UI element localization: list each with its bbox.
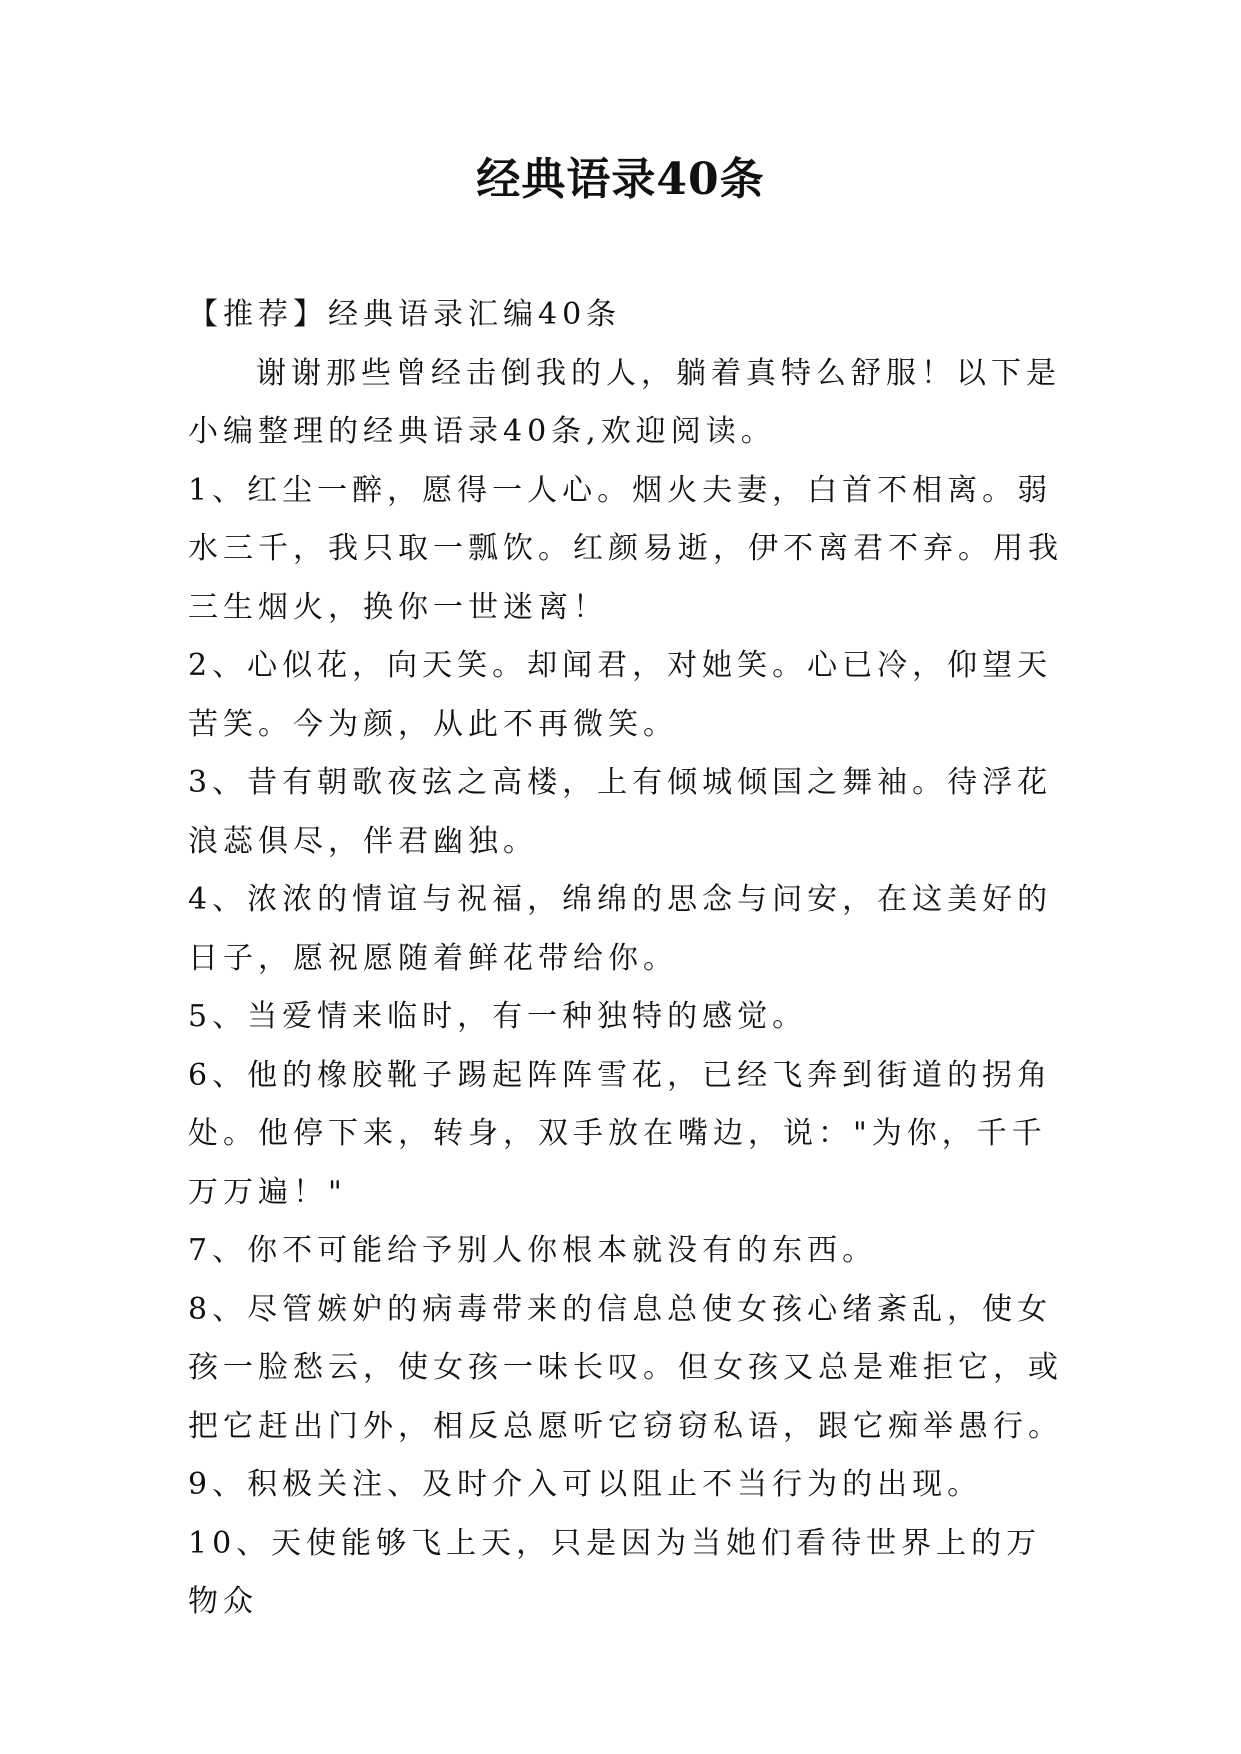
quote-item-5: 5、当爱情来临时，有一种独特的感觉。 bbox=[188, 999, 808, 1034]
intro-paragraph: 谢谢那些曾经击倒我的人，躺着真特么舒服！以下是小编整理的经典语录40条,欢迎阅读。 bbox=[188, 355, 1061, 449]
quote-item-3: 3、昔有朝歌夜弦之高楼，上有倾城倾国之舞袖。待浮花浪蕊俱尽，伴君幽独。 bbox=[188, 765, 1053, 859]
quote-item-4: 4、浓浓的情谊与祝福，绵绵的思念与问安，在这美好的日子，愿祝愿随着鲜花带给你。 bbox=[188, 882, 1053, 976]
quote-item-1: 1、红尘一醉，愿得一人心。烟火夫妻，白首不相离。弱水三千，我只取一瓢饮。红颜易逝，伊不离君不弃。用我三生烟火，换你一世迷离！ bbox=[188, 472, 1063, 625]
quote-item-8: 8、尽管嫉妒的病毒带来的信息总使女孩心绪紊乱，使女孩一脸愁云，使女孩一味长叹。但女孩又总是难拒它，或把它赶出门外，相反总愿听它窃窃私语，跟它痴举愚行。 bbox=[188, 1291, 1063, 1444]
document-title: 经典语录40条 bbox=[476, 154, 765, 205]
quote-item-9: 9、积极关注、及时介入可以阻止不当行为的出现。 bbox=[188, 1467, 983, 1502]
document-subtitle: 【推荐】经典语录汇编40条 bbox=[188, 297, 622, 332]
quote-item-7: 7、你不可能给予别人你根本就没有的东西。 bbox=[188, 1233, 878, 1268]
document-body bbox=[188, 286, 1068, 1632]
quote-item-2: 2、心似花，向天笑。却闻君，对她笑。心已冷，仰望天苦笑。今为颜，从此不再微笑。 bbox=[188, 648, 1053, 742]
quote-item-10: 10、天使能够飞上天，只是因为当她们看待世界上的万物众 bbox=[188, 1525, 1042, 1619]
quote-item-6: 6、他的橡胶靴子踢起阵阵雪花，已经飞奔到街道的拐角处。他停下来，转身，双手放在嘴边，说："为你，千千万万遍！" bbox=[188, 1057, 1053, 1210]
